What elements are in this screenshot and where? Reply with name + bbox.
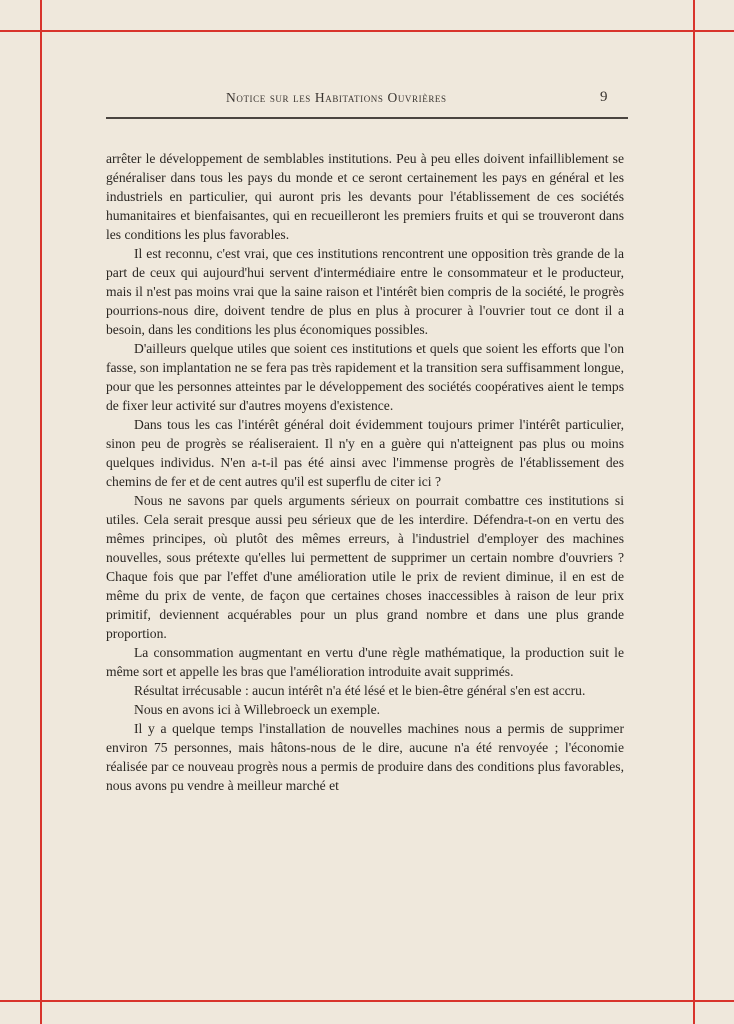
- right-border-rule: [693, 0, 695, 1024]
- paragraph: Dans tous les cas l'intérêt général doit évidemment toujours primer l'intérêt particulier, sinon peu de progrès se réaliseraient. Il n'y en a guère qui n'atteignent pas plus ou moins quelques individus. N'en a-t-il pas été ainsi avec l'immense progrès de l'établissement des chemins de fer et de cent autres qu'il est superflu de citer ici ?: [106, 417, 624, 489]
- paragraph: Résultat irrécusable : aucun intérêt n'a été lésé et le bien-être général s'en est accru.: [134, 683, 586, 698]
- paragraph: Nous en avons ici à Willebroeck un exemple.: [134, 702, 381, 717]
- paragraph: D'ailleurs quelque utiles que soient ces institutions et quels que soient les efforts que l'on fasse, son implantation ne se fera pas très rapidement et la transition sera suffisamment longue, pour que les personnes atteintes par le développement des sociétés coopératives aient le temps de fixer leur activité sur d'autres moyens d'existence.: [106, 341, 624, 413]
- left-border-rule: [40, 0, 42, 1024]
- running-title: Notice sur les Habitations Ouvrières: [226, 90, 447, 105]
- header-rule: [106, 117, 628, 119]
- paragraph: arrêter le développement de semblables institutions. Peu à peu elles doivent infailliblement se généraliser dans tous les pays du monde et ce seront certainement les pays en général et les industriels en particulier, qui auront pris les devants pour l'établissement de ces sociétés humanitaires et bienfaisantes, qui en recueilleront les premiers fruits et qui se trouveront dans les conditions les plus favorables.: [106, 151, 624, 242]
- bottom-border-rule: [0, 1000, 734, 1002]
- paragraph: La consommation augmentant en vertu d'une règle mathématique, la production suit le même sort et appelle les bras que l'amélioration introduite avait supprimés.: [106, 645, 624, 679]
- paragraph: Il est reconnu, c'est vrai, que ces institutions rencontrent une opposition très grande de la part de ceux qui aujourd'hui servent d'intermédiaire entre le consommateur et le producteur, mais il n'est pas moins vrai que la saine raison et l'intérêt bien compris de la société, le progrès pourrions-nous dire, doivent tendre de plus en plus à procurer à l'ouvrier tout ce dont il a besoin, dans les conditions les plus économiques possibles.: [106, 246, 624, 337]
- page-number: 9: [600, 89, 609, 105]
- body-text: [106, 149, 624, 795]
- top-border-rule: [0, 30, 734, 32]
- paragraph: Il y a quelque temps l'installation de nouvelles machines nous a permis de supprimer environ 75 personnes, mais hâtons-nous de le dire, aucune n'a été renvoyée ; l'économie réalisée par ce nouveau progrès nous a permis de produire dans des conditions plus favorables, nous avons pu vendre à meilleur marché et: [106, 721, 624, 793]
- paragraph: Nous ne savons par quels arguments sérieux on pourrait combattre ces institutions si utiles. Cela serait presque aussi peu sérieux que de les interdire. Défendra-t-on en vertu des mêmes principes, où plutôt des mêmes erreurs, à l'industriel d'employer des machines nouvelles, sous prétexte qu'elles lui permettent de supprimer un certain nombre d'ouvriers ? Chaque fois que par l'effet d'une amélioration utile le prix de revient diminue, il en est de même du prix de vente, de façon que certaines choses inaccessibles à raison de leur prix primitif, deviennent acquérables pour un plus grand nombre et dans une plus grande proportion.: [106, 493, 624, 641]
